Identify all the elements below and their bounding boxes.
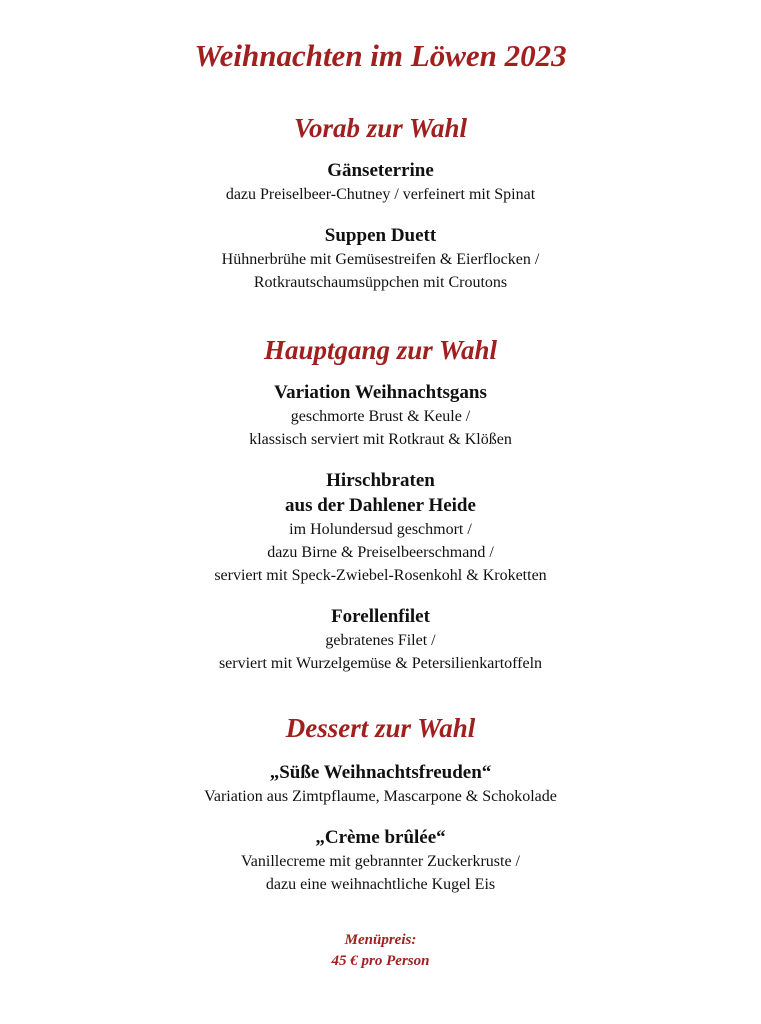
dish-name-line: Gänseterrine (327, 160, 434, 181)
dish-hirschbraten (0, 468, 761, 587)
dish-name (0, 223, 761, 248)
dish-name-line: Suppen Duett (324, 225, 437, 246)
dish-desc-line: Rotkrautschaumsüppchen mit Croutons (253, 274, 508, 291)
dish-description (0, 785, 761, 808)
dish-desc-line: serviert mit Wurzelgemüse & Petersilienkartoffeln (218, 655, 543, 672)
dish-name-line: „Süße Weihnachtsfreuden“ (269, 762, 492, 783)
dish-gaenseterrine (0, 158, 761, 206)
dish-name-line: aus der Dahlener Heide (285, 495, 476, 516)
section-desserts (0, 710, 761, 896)
price-label: Menüpreis: (344, 932, 417, 948)
dish-name (0, 604, 761, 629)
dish-name (0, 158, 761, 183)
dish-suppen-duett (0, 223, 761, 294)
dish-name-line: Variation Weihnachtsgans (274, 382, 487, 403)
section-heading: Hauptgang zur Wahl (263, 335, 498, 365)
dish-desc-line: Variation aus Zimtpflaume, Mascarpone & Schokolade (204, 788, 557, 805)
dish-name (0, 468, 761, 518)
dish-description (0, 518, 761, 587)
section-heading: Vorab zur Wahl (293, 113, 468, 143)
dish-description (0, 405, 761, 451)
menu-title: Weihnachten im Löwen 2023 (194, 38, 567, 73)
dish-desc-line: Vanillecreme mit gebrannter Zuckerkruste / (241, 853, 520, 870)
dish-desc-line: serviert mit Speck-Zwiebel-Rosenkohl & Kroketten (214, 567, 547, 584)
dish-description (0, 629, 761, 675)
dish-desc-line: Hühnerbrühe mit Gemüsestreifen & Eierflocken / (221, 251, 540, 268)
dish-description (0, 850, 761, 896)
dish-name-line: Hirschbraten (326, 470, 435, 491)
dish-weihnachtsgans (0, 380, 761, 451)
section-starters (0, 110, 761, 294)
dish-name (0, 825, 761, 850)
dish-desc-line: klassisch serviert mit Rotkraut & Klößen (249, 431, 512, 448)
dish-desc-line: gebratenes Filet / (325, 632, 436, 649)
section-heading: Dessert zur Wahl (285, 713, 476, 743)
menu-price (0, 930, 761, 972)
dish-desc-line: geschmorte Brust & Keule / (290, 408, 471, 425)
dish-description (0, 248, 761, 294)
dish-name-line: Forellenfilet (331, 606, 430, 627)
dish-desc-line: dazu Preiselbeer-Chutney / verfeinert mit Spinat (225, 186, 536, 203)
dish-suesse-weihnachtsfreuden (0, 760, 761, 808)
dish-name-line: „Crème brûlée“ (315, 827, 446, 848)
section-main-courses (0, 332, 761, 675)
dish-desc-line: im Holundersud geschmort / (289, 521, 472, 538)
price-value: 45 € pro Person (331, 953, 430, 969)
dish-name (0, 760, 761, 785)
dish-name (0, 380, 761, 405)
dish-creme-brulee (0, 825, 761, 896)
dish-desc-line: dazu eine weihnachtliche Kugel Eis (265, 876, 496, 893)
dish-desc-line: dazu Birne & Preiselbeerschmand / (267, 544, 494, 561)
dish-forellenfilet (0, 604, 761, 675)
dish-description (0, 183, 761, 206)
